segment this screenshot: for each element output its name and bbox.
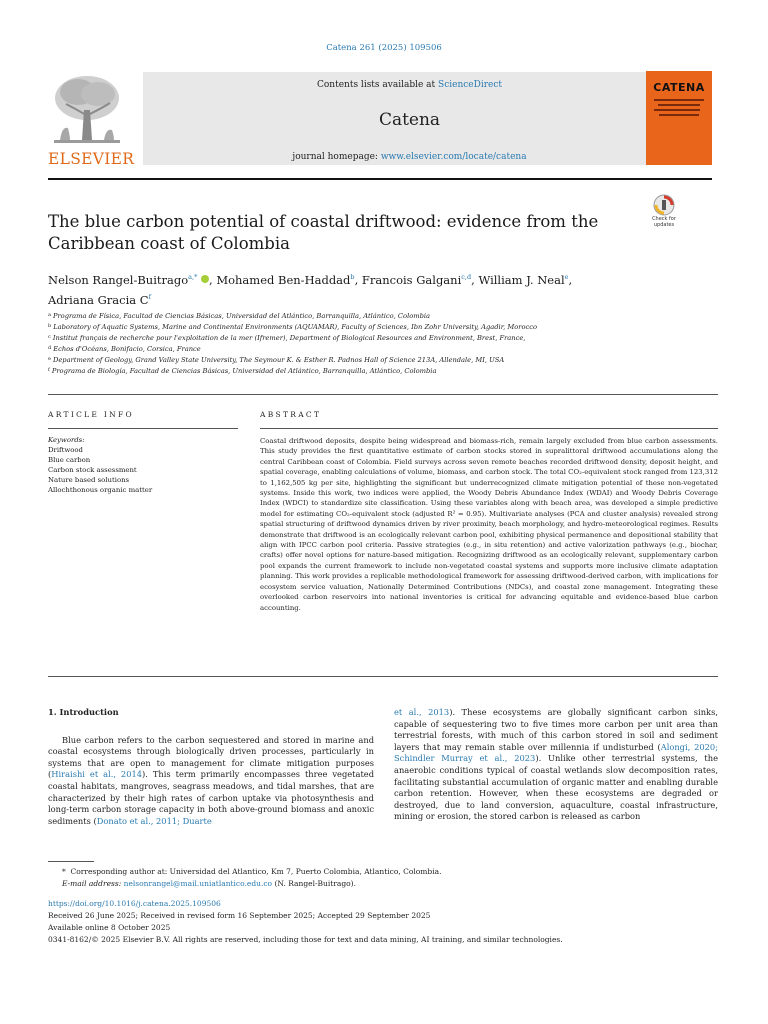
author-name[interactable]: Mohamed Ben-Haddad xyxy=(216,273,351,287)
intro-text: Blue carbon refers to the carbon sequestered and stored in marine and coastal ecosystems through biologically driven processes, particularly in systems that are open to management for climate mitigation purposes ( xyxy=(48,734,374,780)
introduction-heading: 1. Introduction xyxy=(48,707,119,717)
affiliation-letter: d xyxy=(48,345,52,351)
author-separator: , xyxy=(354,273,362,287)
keywords-block xyxy=(48,435,238,495)
copyright-line: 0341-8162/© 2025 Elsevier B.V. All rights are reserved, including those for text and data mining, AI training, and similar technologies. xyxy=(48,935,563,944)
abstract-rule xyxy=(260,428,718,429)
affiliation-item xyxy=(48,332,698,343)
affiliation-text: Echos d'Océans, Bonifacio, Corsica, France xyxy=(53,345,201,353)
keyword-item: Driftwood xyxy=(48,446,83,454)
asterisk-mark: * xyxy=(62,867,71,876)
author-affiliation-marker[interactable]: b xyxy=(350,273,355,281)
author-affiliation-marker[interactable]: c,d xyxy=(461,273,472,281)
affiliation-rule xyxy=(48,394,718,395)
journal-info-box xyxy=(143,72,676,165)
email-label: E-mail address: xyxy=(62,879,124,888)
cover-title: CATENA xyxy=(653,81,705,94)
received-dates: Received 26 June 2025; Received in revised form 16 September 2025; Accepted 29 September 2025 xyxy=(48,911,431,920)
affiliation-item xyxy=(48,321,698,332)
affiliation-letter: e xyxy=(48,356,51,362)
journal-cover[interactable] xyxy=(646,71,712,165)
homepage-prefix: journal homepage: xyxy=(292,152,381,162)
check-updates-text xyxy=(645,216,683,228)
author-separator: , xyxy=(209,273,217,287)
check-updates-line1: Check for xyxy=(652,216,676,222)
keyword-item: Allochthonous organic matter xyxy=(48,486,153,494)
author-separator: , xyxy=(568,273,573,287)
check-updates-icon xyxy=(653,194,675,216)
email-link[interactable]: nelsonrangel@mail.uniatlantico.edu.co xyxy=(123,879,273,888)
publication-info xyxy=(48,898,708,946)
author-name[interactable]: Francois Galgani xyxy=(361,273,462,287)
affiliation-text: Laboratory of Aquatic Systems, Marine and Continental Environments (AQUAMAR), Faculty of Sciences, Ibn Zohr University, Agadir, Morocco xyxy=(53,323,538,331)
cover-decoration xyxy=(654,99,704,101)
publisher-name: ELSEVIER xyxy=(48,150,135,168)
affiliation-letter: c xyxy=(48,334,51,340)
footnotes xyxy=(48,866,708,890)
contents-line xyxy=(143,80,676,90)
doi-link[interactable]: https://doi.org/10.1016/j.catena.2025.109506 xyxy=(48,899,221,908)
cover-decoration xyxy=(659,114,699,116)
citation-link[interactable]: Donato et al., 2011; Duarte xyxy=(96,815,212,826)
keyword-item: Blue carbon xyxy=(48,456,91,464)
intro-text: ). These ecosystems are globally significant carbon sinks, capable of sequestering two to five times more carbon per unit area than terrestrial forests, with much of this carbon stored in soil and sediment layers that may remain stable over millennia if undisturbed ( xyxy=(394,707,718,752)
article-info-rule xyxy=(48,428,238,429)
author-affiliation-marker[interactable]: f xyxy=(148,293,151,301)
citation-link[interactable]: et al., 2013 xyxy=(394,707,450,717)
affiliation-item xyxy=(48,365,698,376)
footnote-rule xyxy=(48,861,94,862)
journal-title: Catena xyxy=(378,110,441,130)
check-updates-line2: updates xyxy=(653,222,675,228)
homepage-line xyxy=(143,152,676,162)
check-for-updates-badge[interactable] xyxy=(645,194,683,232)
intro-left-column xyxy=(48,707,374,827)
author-affiliation-marker[interactable]: a,* xyxy=(188,273,198,281)
affiliation-item xyxy=(48,343,698,354)
intro-paragraph xyxy=(48,735,374,828)
affiliation-text: Institut français de recherche pour l'exploitation de la mer (Ifremer), Department of Biological Resources and Environment, Brest, France, xyxy=(52,334,526,342)
abstract-heading: ABSTRACT xyxy=(260,410,322,419)
citation-link[interactable]: Hiraishi et al., 2014 xyxy=(51,769,143,780)
cover-decoration xyxy=(654,109,700,111)
affiliation-list xyxy=(48,310,698,376)
tree-icon xyxy=(48,70,126,148)
affiliation-text: Department of Geology, Grand Valley State University, The Seymour K. & Esther R. Padnos Hall of Science 213A, Allendale, MI, USA xyxy=(52,356,505,364)
journal-masthead xyxy=(48,70,712,170)
affiliation-item xyxy=(48,354,698,365)
abstract-bottom-rule xyxy=(48,676,718,677)
author-name[interactable]: Nelson Rangel-Buitrago xyxy=(48,273,189,287)
keywords-list xyxy=(48,445,238,495)
masthead-rule xyxy=(48,178,712,180)
running-head[interactable]: Catena 261 (2025) 109506 xyxy=(326,43,442,53)
author-name[interactable]: Adriana Gracia C xyxy=(48,293,149,307)
email-note xyxy=(48,878,708,890)
intro-text: ). Unlike other terrestrial systems, the anaerobic conditions typical of coastal wetlands slow decomposition rates, facilitating substantial accumulation of organic matter and enabling durable carbon retention. However, when these ecosystems are degraded or destroyed, due to land conversion, aquaculture, coastal infrastructure, mining or erosion, the stored carbon is released as carbon xyxy=(394,753,718,822)
affiliation-text: Programa de Biología, Facultad de Ciencias Básicas, Universidad del Atlántico, Barranquilla, Atlántico, Colombia xyxy=(51,367,437,375)
author-list xyxy=(48,269,698,309)
abstract-text: Coastal driftwood deposits, despite being widespread and biomass-rich, remain largely excluded from blue carbon assessments. This study provides the first quantitative estimate of carbon stocks stored in supralittoral driftwood accumulations along the central Caribbean coast of Colombia. Field surveys across seven remote beaches recorded driftwood density, deposit height, and spatial coverage, enabling calculations of volume, biomass, and carbon stock. The total CO₂-equivalent stock ranged from 123,312 to 1,162,505 kg per site, highlighting the significant but underrecognized climate mitigation potential of these non-vegetated systems. Inside this work, two indices were applied, the Woody Debris Abundance Index (WDAI) and Woody Debris Coverage Index (WDCI) to standardize site classification. Using these variables along with beach area, was developed a simple predictive model for estimating CO₂-equivalent stock (adjusted R² = 0.95). Multivariate analyses (PCA and cluster analysis) revealed strong spatial structuring of driftwood dynamics driven by river proximity, beach morphology, and hydro-meteorological regimes. Results demonstrate that driftwood is an ecologically relevant carbon pool, exhibiting physical permanence and depositional stability that align with IPCC carbon pool criteria. Passive strategies (e.g., in situ retention) and active valorization pathways (e.g., biochar, crafts) offer novel options for nature-based mitigation. Recognizing driftwood as an ecologically relevant, supplementary carbon pool expands the current framework to include non-vegetated coastal systems and supports more inclusive climate adaptation planning. This work provides a replicable methodological framework for assessing driftwood-derived carbon, with implications for ecosystem service valuation, Nationally Determined Contributions (NDCs), and coastal zone management. Integrating these overlooked carbon reservoirs into national inventories is critical for advancing equitable and evidence-based blue carbon accounting. xyxy=(260,437,718,612)
keyword-item: Nature based solutions xyxy=(48,476,130,484)
affiliation-letter: a xyxy=(48,312,51,318)
sciencedirect-link[interactable]: ScienceDirect xyxy=(438,80,502,90)
affiliation-text: Programa de Física, Facultad de Ciencias Básicas, Universidad del Atlántico, Barranquilla, Atlántico, Colombia xyxy=(52,312,430,320)
affiliation-letter: b xyxy=(48,323,52,329)
author-name[interactable]: William J. Neal xyxy=(478,273,565,287)
contents-prefix: Contents lists available at xyxy=(317,80,439,90)
author-affiliation-marker[interactable]: e xyxy=(564,273,569,281)
online-date: Available online 8 October 2025 xyxy=(48,923,171,932)
homepage-link[interactable]: www.elsevier.com/locate/catena xyxy=(380,152,527,162)
paper-title: The blue carbon potential of coastal driftwood: evidence from the Caribbean coast of Colombia xyxy=(48,212,599,253)
intro-right-column xyxy=(394,707,718,823)
email-suffix: (N. Rangel-Buitrago). xyxy=(272,879,356,888)
keywords-label: Keywords: xyxy=(48,436,85,444)
corresponding-text: Corresponding author at: Universidad del Atlantico, Km 7, Puerto Colombia, Atlantico, Colombia. xyxy=(70,867,442,876)
corresponding-author-note xyxy=(48,866,708,878)
intro-text: ). This term primarily encompasses three vegetated coastal habitats, mangroves, seagrass meadows, and tidal marshes, that are characterized by their high rates of carbon uptake via photosynthesis and long-term carbon storage capacity in both above-ground biomass and anoxic sediments ( xyxy=(48,769,375,826)
keyword-item: Carbon stock assessment xyxy=(48,466,137,474)
intro-paragraph-continued xyxy=(394,707,718,823)
affiliation-letter: f xyxy=(48,367,50,373)
article-info-heading: ARTICLE INFO xyxy=(48,410,134,419)
cover-decoration xyxy=(658,104,700,106)
author-separator: , xyxy=(471,273,479,287)
citation-link[interactable]: Alongi, 2020; Schindler Murray et al., 2023 xyxy=(394,741,718,764)
orcid-icon[interactable] xyxy=(201,275,209,283)
affiliation-item xyxy=(48,310,698,321)
